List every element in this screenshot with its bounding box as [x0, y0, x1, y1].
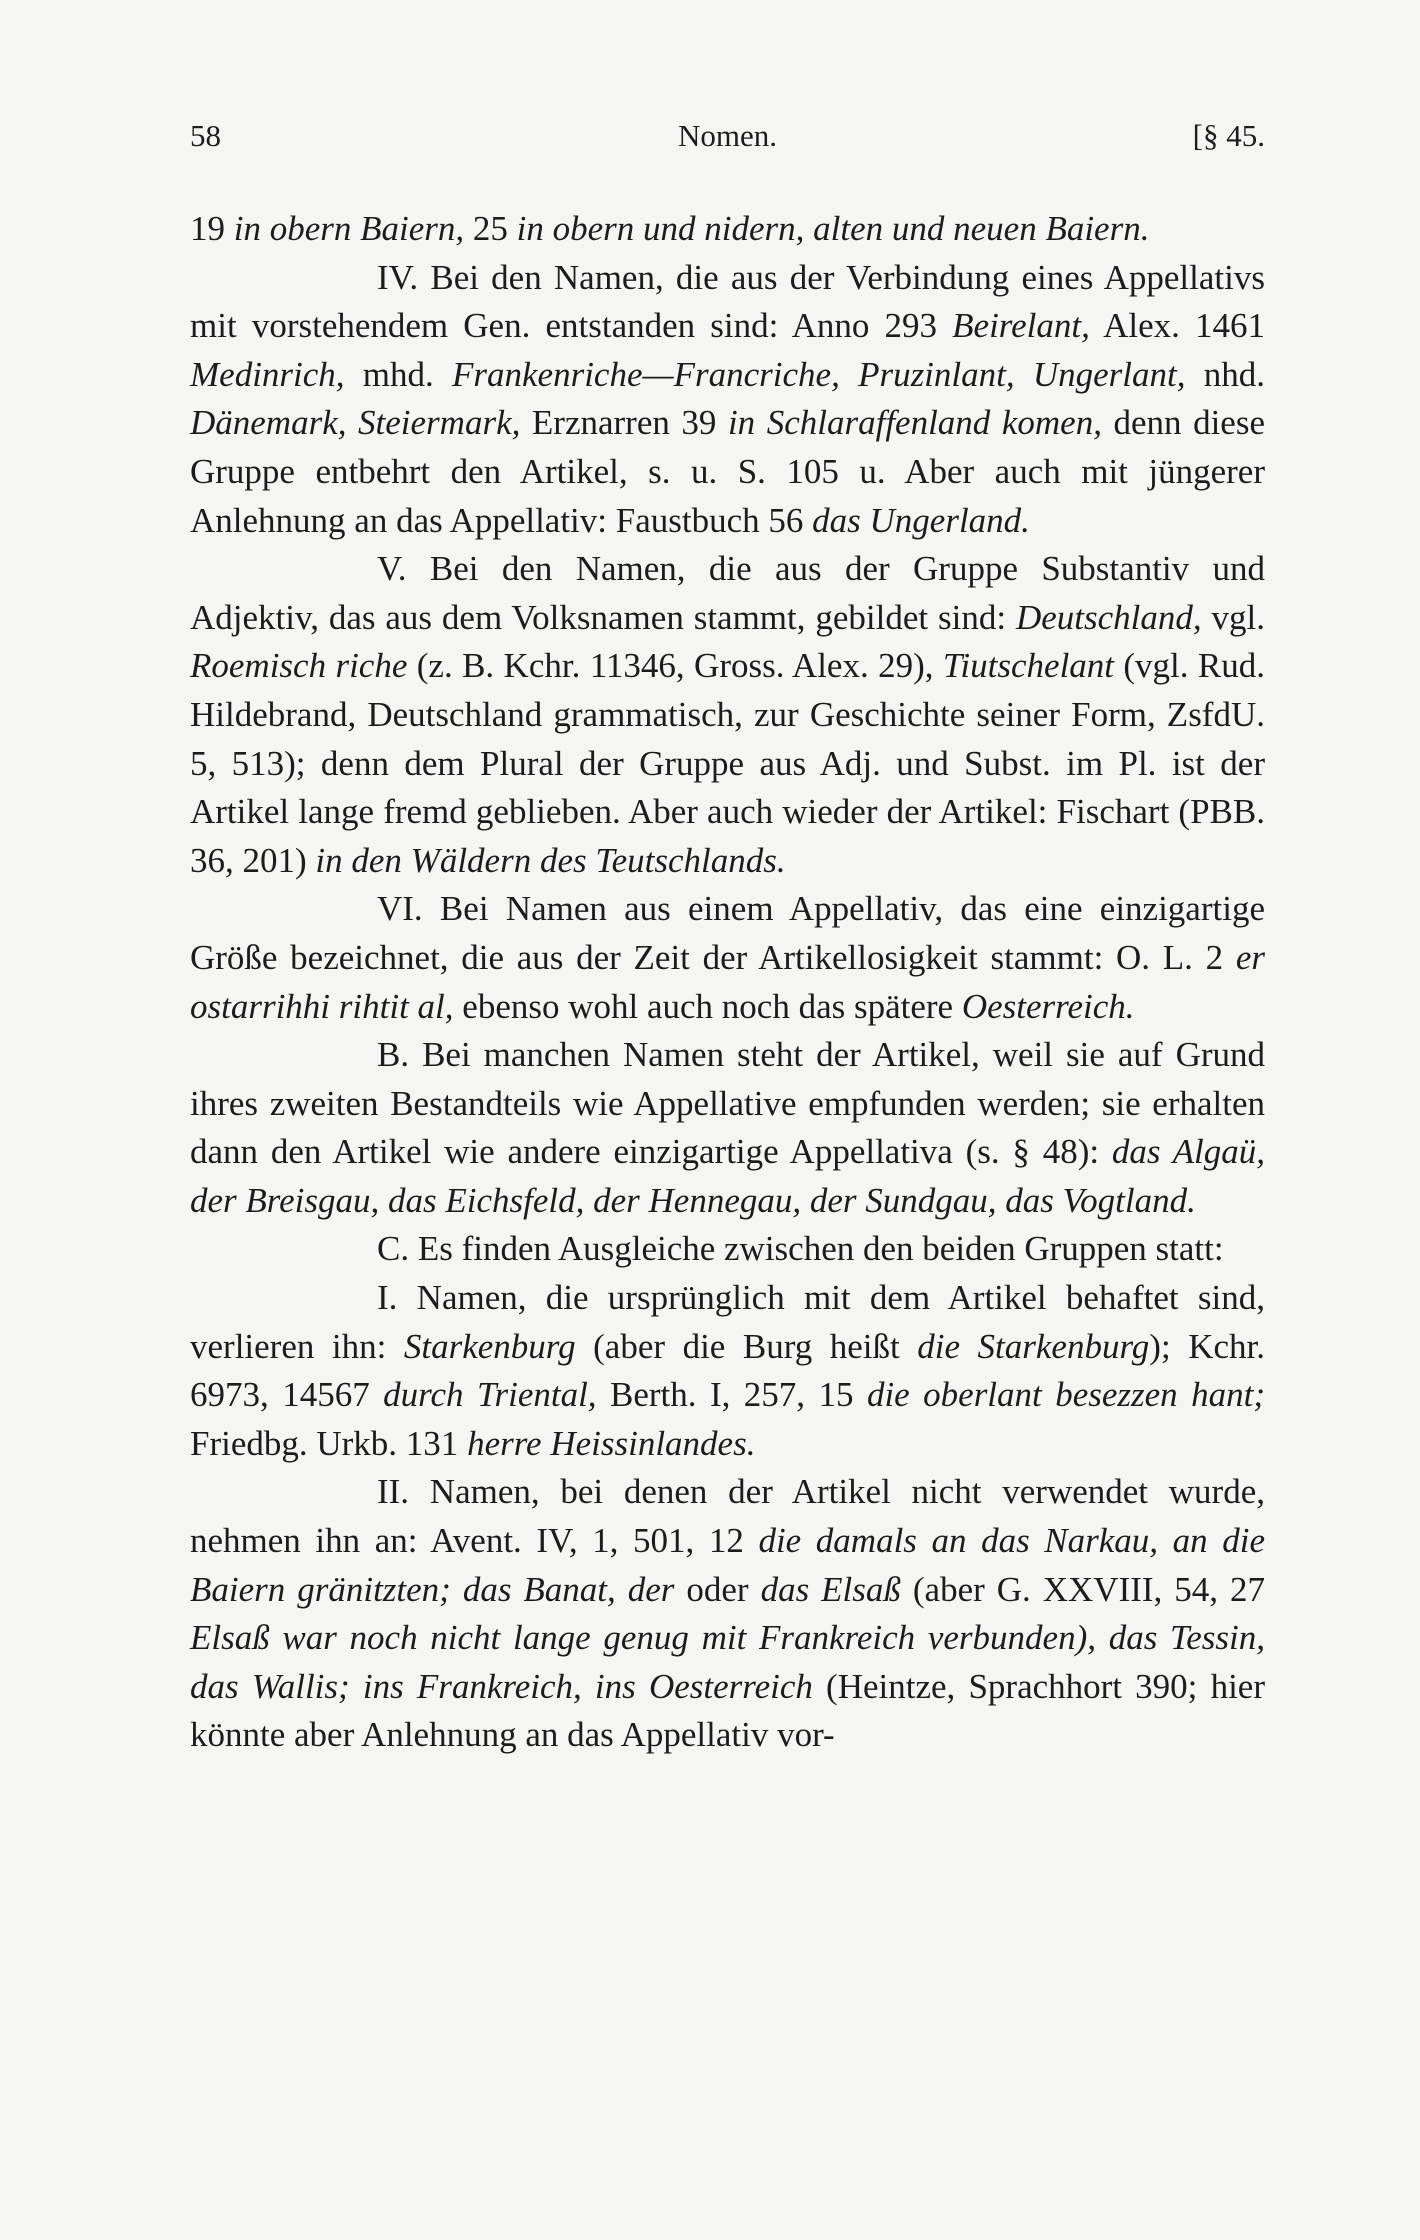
paragraph-iv [190, 254, 1265, 546]
text-run: VI. Bei Namen aus einem Appellativ, das eine einzigartige Größe bezeichnet, die aus der Zeit der Artikellosigkeit stammt: O. L. 2 [190, 889, 1265, 977]
paragraph-c [190, 1225, 1265, 1274]
text-run: (z. B. Kchr. 11346, Gross. Alex. 29), [407, 646, 943, 686]
italic-citation: herre Heissinlandes. [467, 1423, 756, 1463]
italic-citation: in obern Baiern, [233, 209, 465, 248]
italic-citation: Elsaß war noch nicht lange genug mit Frankreich verbunden), [190, 1618, 1096, 1658]
text-run: I. Namen, die ursprünglich mit dem Artikel behaftet sind, verlieren ihn: [190, 1278, 1265, 1366]
text-run [1096, 1618, 1109, 1657]
text-run: Berth. I, 257, 15 [596, 1375, 867, 1415]
italic-citation: Medinrich, [190, 354, 345, 394]
text-run: mhd. [344, 354, 453, 394]
paragraph-vi [190, 885, 1265, 1031]
body-text [190, 205, 1265, 1760]
text-run: ); Kchr. 6973, 14567 [190, 1326, 1265, 1415]
italic-citation: Tiutschelant [942, 646, 1115, 686]
text-run [451, 1570, 463, 1609]
text-run: denn diese Gruppe entbehrt den Artikel, s. u. S. 105 u. Aber auch mit jüngerer Anlehnung an das Appellativ: Faustbuch 56 [190, 403, 1265, 540]
text-run: 25 [464, 209, 517, 248]
text-run: nhd. [1185, 354, 1265, 394]
paragraph-v [190, 545, 1265, 885]
text-run: Erznarren 39 [520, 403, 728, 443]
italic-citation: das Tessin, das Wallis; ins Frankreich, ins Oesterreich [190, 1618, 1265, 1706]
italic-citation: in Schlaraffenland komen, [727, 403, 1102, 443]
text-run: (Heintze, Sprachhort 390; hier könnte aber Anlehnung an das Appellativ vor- [190, 1666, 1265, 1755]
text-run: (vgl. Rud. Hildebrand, Deutschland grammatisch, zur Geschichte seiner Form, ZsfdU. 5, 513); denn dem Plural der Gruppe aus Adj. und Subst. im Pl. ist der Artikel lange fremd geblieben. Aber auch wieder der Artikel: Fischart (PBB. 36, 201) [190, 646, 1266, 880]
paragraph-baiern-continuation [190, 205, 1265, 254]
section-reference: [§ 45. [1192, 118, 1265, 153]
paragraph-c-ii [190, 1468, 1265, 1760]
text-run: (aber die Burg heißt [575, 1326, 918, 1366]
italic-citation: die oberlant besezzen hant; [866, 1375, 1265, 1415]
italic-citation: die Starkenburg [917, 1326, 1150, 1366]
italic-citation: Frankenriche—Francriche, Pruzinlant, Ungerlant, [452, 354, 1186, 394]
paragraph-b [190, 1031, 1265, 1225]
text-run: ebenso wohl auch noch das spätere [453, 986, 962, 1026]
italic-citation: das Banat, der [462, 1569, 675, 1609]
text-run: (aber G. XXVIII, 54, 27 [900, 1569, 1265, 1609]
italic-citation: in den Wäldern des Teutschlands. [315, 840, 786, 880]
text-run: 19 [190, 209, 234, 248]
italic-citation: in obern und nidern, alten und neuen Baiern. [516, 209, 1150, 248]
text-run: Alex. 1461 [1089, 306, 1265, 346]
italic-citation: die damals an das Narkau, an die Baiern gränitzten; [190, 1521, 1265, 1609]
text-run: B. Bei manchen Namen steht der Artikel, weil sie auf Grund ihres zweiten Bestandteils wie Appellative empfunden werden; sie erhalten dann den Artikel wie andere einzigartige Appellativa (s. § 48): [190, 1035, 1265, 1172]
text-run: Friedbg. Urkb. 131 [190, 1423, 468, 1463]
running-header [190, 118, 1265, 170]
italic-citation: Beirelant, [952, 306, 1090, 346]
italic-citation: er ostarrihhi rihtit al, [190, 937, 1265, 1026]
italic-citation: durch Triental, [383, 1375, 597, 1415]
italic-citation: das Ungerland. [812, 500, 1030, 540]
paragraph-c-i [190, 1274, 1265, 1468]
running-title: Nomen. [677, 118, 777, 153]
text-run: C. Es finden Ausgleiche zwischen den beiden Gruppen statt: [377, 1229, 1224, 1269]
text-run: vgl. [1201, 597, 1265, 637]
italic-citation: Roemisch riche [190, 646, 408, 686]
page-number: 58 [190, 118, 221, 153]
italic-citation: das Algaü, der Breisgau, das Eichsfeld, der Hennegau, der Sundgau, das Vogtland. [190, 1132, 1266, 1220]
italic-citation: das Elsaß [760, 1569, 901, 1609]
text-run: II. Namen, bei denen der Artikel nicht verwendet wurde, nehmen ihn an: Avent. IV, 1, 501, 12 [190, 1472, 1265, 1561]
italic-citation: Dänemark, Steiermark, [190, 403, 521, 443]
text-run: oder [674, 1569, 761, 1609]
text-run: IV. Bei den Namen, die aus der Verbindung eines Appellativs mit vorstehendem Gen. entstanden sind: Anno 293 [190, 257, 1265, 346]
italic-citation: Starkenburg [403, 1326, 576, 1366]
italic-citation: Oesterreich. [961, 986, 1135, 1026]
italic-citation: Deutschland, [1015, 597, 1202, 637]
text-run: V. Bei den Namen, die aus der Gruppe Substantiv und Adjektiv, das aus dem Volksnamen stammt, gebildet sind: [190, 549, 1265, 637]
